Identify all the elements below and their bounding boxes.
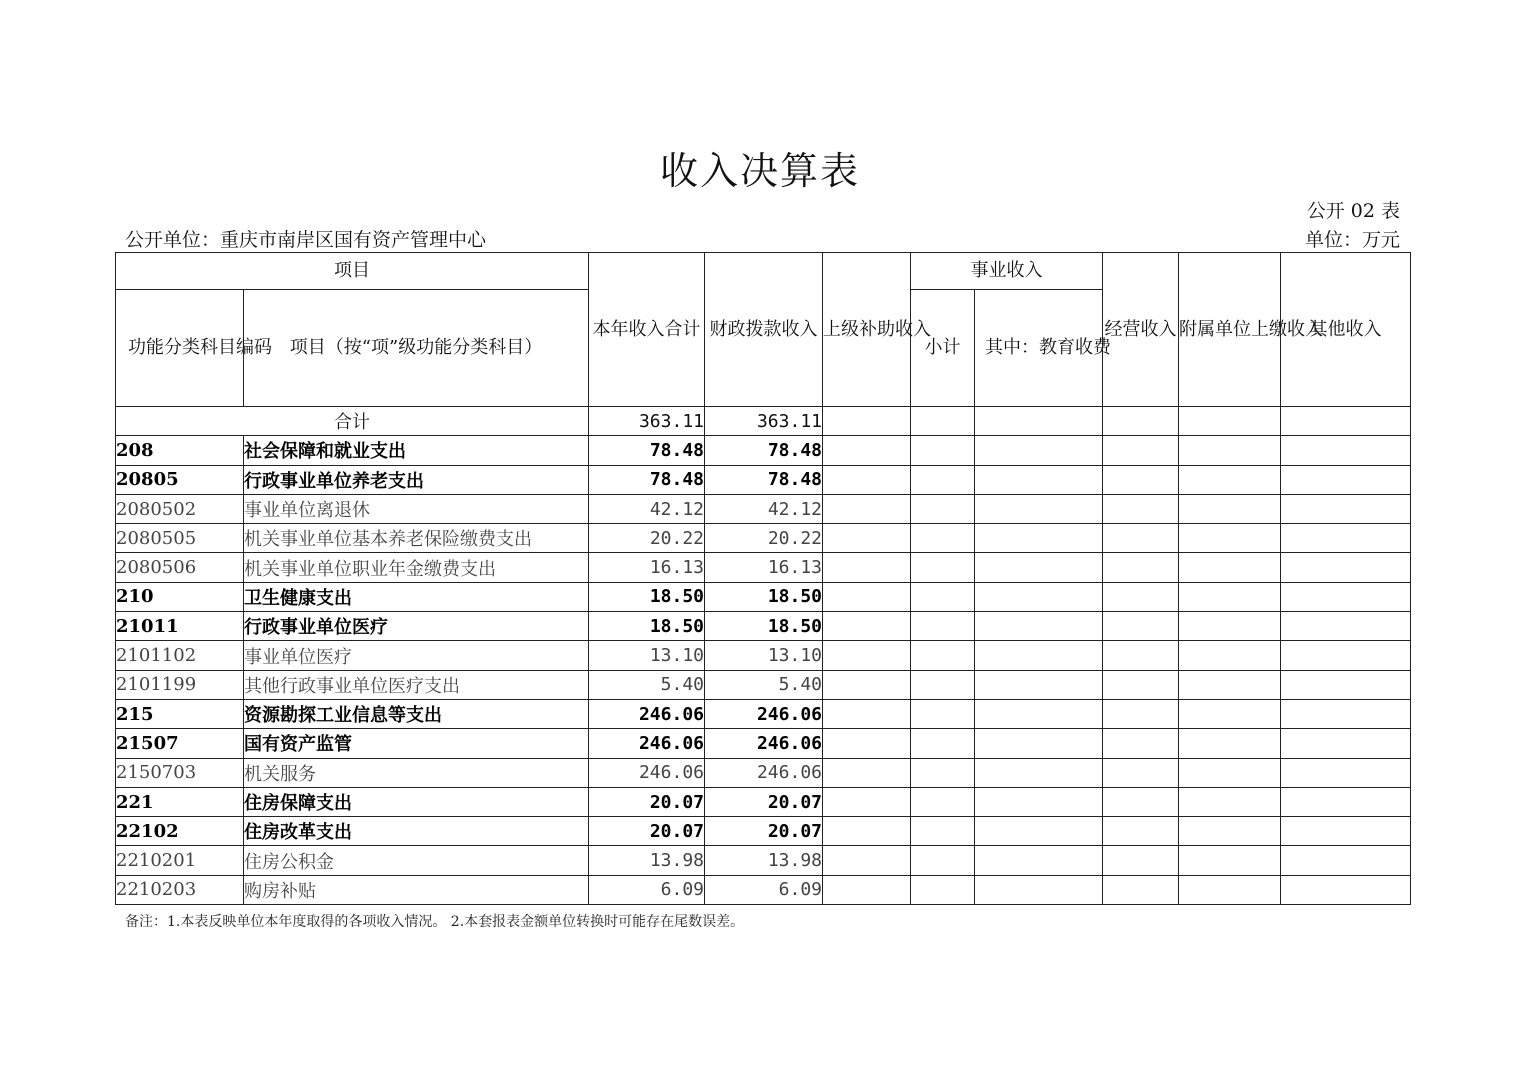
- empty-cell: [1103, 729, 1179, 758]
- empty-cell: [1103, 817, 1179, 846]
- empty-cell: [1281, 670, 1411, 699]
- empty-cell: [1179, 553, 1281, 582]
- empty-cell: [975, 787, 1103, 816]
- empty-cell: [1281, 875, 1411, 904]
- row-code: 2101199: [116, 670, 244, 699]
- table-row: [116, 699, 1411, 728]
- empty-cell: [1281, 846, 1411, 875]
- empty-cell: [823, 758, 911, 787]
- empty-cell: [911, 787, 975, 816]
- empty-cell: [1179, 846, 1281, 875]
- row-code: 2210201: [116, 846, 244, 875]
- empty-cell: [823, 612, 911, 641]
- row-code: 2080505: [116, 524, 244, 553]
- row-fiscal: 246.06: [705, 758, 823, 787]
- currency-unit: 单位：万元: [1304, 229, 1400, 251]
- empty-cell: [975, 582, 1103, 611]
- header-subtotal: 小计: [911, 290, 975, 407]
- header-operating: 经营收入: [1103, 253, 1179, 407]
- empty-cell: [975, 407, 1103, 436]
- row-total-income: 18.50: [589, 582, 705, 611]
- income-table: [115, 252, 1411, 905]
- empty-cell: [1281, 494, 1411, 523]
- empty-cell: [1281, 553, 1411, 582]
- empty-cell: [1103, 787, 1179, 816]
- header-affiliated: 附属单位上缴收入: [1179, 253, 1281, 407]
- empty-cell: [1179, 465, 1281, 494]
- header-project: 项目: [116, 253, 589, 290]
- empty-cell: [1179, 524, 1281, 553]
- empty-cell: [1281, 465, 1411, 494]
- empty-cell: [1179, 407, 1281, 436]
- row-code: 221: [116, 787, 244, 816]
- empty-cell: [1179, 494, 1281, 523]
- row-fiscal: 6.09: [705, 875, 823, 904]
- row-code: 2080502: [116, 494, 244, 523]
- row-fiscal: 18.50: [705, 612, 823, 641]
- row-fiscal: 20.07: [705, 787, 823, 816]
- empty-cell: [1281, 641, 1411, 670]
- empty-cell: [911, 465, 975, 494]
- row-code: 2210203: [116, 875, 244, 904]
- row-fiscal: 16.13: [705, 553, 823, 582]
- row-name: 国有资产监管: [244, 729, 589, 758]
- empty-cell: [823, 436, 911, 465]
- row-name: 社会保障和就业支出: [244, 436, 589, 465]
- empty-cell: [1103, 699, 1179, 728]
- row-total-income: 18.50: [589, 612, 705, 641]
- row-name: 事业单位医疗: [244, 641, 589, 670]
- empty-cell: [1281, 436, 1411, 465]
- row-total-income: 6.09: [589, 875, 705, 904]
- table-row: [116, 670, 1411, 699]
- row-code: 22102: [116, 817, 244, 846]
- empty-cell: [911, 524, 975, 553]
- empty-cell: [1179, 641, 1281, 670]
- form-number: 公开 02 表: [1306, 200, 1400, 222]
- empty-cell: [1103, 582, 1179, 611]
- row-fiscal: 78.48: [705, 436, 823, 465]
- empty-cell: [1103, 846, 1179, 875]
- total-row: [116, 407, 1411, 436]
- empty-cell: [911, 758, 975, 787]
- row-fiscal: 42.12: [705, 494, 823, 523]
- row-code: 20805: [116, 465, 244, 494]
- reporting-unit: 公开单位：重庆市南岸区国有资产管理中心: [125, 229, 487, 251]
- header-func-code: 功能分类科目编码: [116, 290, 244, 407]
- row-fiscal: 20.07: [705, 817, 823, 846]
- empty-cell: [1281, 524, 1411, 553]
- row-name: 机关服务: [244, 758, 589, 787]
- empty-cell: [975, 641, 1103, 670]
- row-total-income: 16.13: [589, 553, 705, 582]
- table-row: [116, 494, 1411, 523]
- empty-cell: [1103, 641, 1179, 670]
- row-total-income: 20.22: [589, 524, 705, 553]
- empty-cell: [911, 582, 975, 611]
- table-row: [116, 524, 1411, 553]
- row-code: 210: [116, 582, 244, 611]
- empty-cell: [975, 846, 1103, 875]
- empty-cell: [823, 494, 911, 523]
- empty-cell: [911, 612, 975, 641]
- table-row: [116, 875, 1411, 904]
- empty-cell: [1179, 875, 1281, 904]
- row-fiscal: 13.10: [705, 641, 823, 670]
- empty-cell: [1103, 494, 1179, 523]
- row-name: 购房补贴: [244, 875, 589, 904]
- table-row: [116, 846, 1411, 875]
- empty-cell: [975, 875, 1103, 904]
- row-total-income: 20.07: [589, 787, 705, 816]
- empty-cell: [911, 875, 975, 904]
- total-income-value: 363.11: [589, 407, 705, 436]
- table-row: [116, 436, 1411, 465]
- empty-cell: [823, 787, 911, 816]
- empty-cell: [1179, 670, 1281, 699]
- row-code: 21507: [116, 729, 244, 758]
- empty-cell: [823, 729, 911, 758]
- row-total-income: 246.06: [589, 729, 705, 758]
- row-code: 208: [116, 436, 244, 465]
- total-label: 合计: [116, 407, 589, 436]
- row-name: 机关事业单位基本养老保险缴费支出: [244, 524, 589, 553]
- empty-cell: [1281, 817, 1411, 846]
- empty-cell: [911, 817, 975, 846]
- header-superior: 上级补助收入: [823, 253, 911, 407]
- total-fiscal-value: 363.11: [705, 407, 823, 436]
- table-row: [116, 758, 1411, 787]
- row-code: 2080506: [116, 553, 244, 582]
- empty-cell: [975, 758, 1103, 787]
- row-fiscal: 246.06: [705, 699, 823, 728]
- header-business-group: 事业收入: [911, 253, 1103, 290]
- row-name: 行政事业单位医疗: [244, 612, 589, 641]
- empty-cell: [1179, 787, 1281, 816]
- empty-cell: [975, 524, 1103, 553]
- row-total-income: 20.07: [589, 817, 705, 846]
- empty-cell: [975, 817, 1103, 846]
- empty-cell: [911, 846, 975, 875]
- empty-cell: [1281, 612, 1411, 641]
- empty-cell: [1179, 612, 1281, 641]
- row-total-income: 5.40: [589, 670, 705, 699]
- empty-cell: [823, 524, 911, 553]
- row-name: 机关事业单位职业年金缴费支出: [244, 553, 589, 582]
- header-other: 其他收入: [1281, 253, 1411, 407]
- row-name: 住房公积金: [244, 846, 589, 875]
- empty-cell: [823, 670, 911, 699]
- row-code: 21011: [116, 612, 244, 641]
- row-code: 2150703: [116, 758, 244, 787]
- row-name: 卫生健康支出: [244, 582, 589, 611]
- row-fiscal: 5.40: [705, 670, 823, 699]
- empty-cell: [1179, 817, 1281, 846]
- row-code: 215: [116, 699, 244, 728]
- empty-cell: [1179, 758, 1281, 787]
- row-total-income: 13.10: [589, 641, 705, 670]
- empty-cell: [911, 641, 975, 670]
- empty-cell: [1103, 612, 1179, 641]
- empty-cell: [823, 465, 911, 494]
- row-fiscal: 20.22: [705, 524, 823, 553]
- empty-cell: [911, 670, 975, 699]
- empty-cell: [1281, 699, 1411, 728]
- empty-cell: [1103, 436, 1179, 465]
- empty-cell: [1179, 699, 1281, 728]
- row-name: 其他行政事业单位医疗支出: [244, 670, 589, 699]
- empty-cell: [1103, 758, 1179, 787]
- table-row: [116, 787, 1411, 816]
- empty-cell: [911, 494, 975, 523]
- table-row: [116, 729, 1411, 758]
- empty-cell: [911, 407, 975, 436]
- empty-cell: [1281, 758, 1411, 787]
- row-total-income: 78.48: [589, 436, 705, 465]
- row-total-income: 246.06: [589, 758, 705, 787]
- empty-cell: [1281, 787, 1411, 816]
- row-fiscal: 13.98: [705, 846, 823, 875]
- empty-cell: [1281, 407, 1411, 436]
- header-item-name: 项目（按“项”级功能分类科目）: [244, 290, 589, 407]
- empty-cell: [975, 553, 1103, 582]
- empty-cell: [1103, 465, 1179, 494]
- row-total-income: 246.06: [589, 699, 705, 728]
- row-total-income: 42.12: [589, 494, 705, 523]
- empty-cell: [823, 875, 911, 904]
- row-total-income: 13.98: [589, 846, 705, 875]
- empty-cell: [911, 436, 975, 465]
- empty-cell: [1179, 582, 1281, 611]
- empty-cell: [975, 699, 1103, 728]
- empty-cell: [823, 641, 911, 670]
- row-fiscal: 18.50: [705, 582, 823, 611]
- empty-cell: [1103, 524, 1179, 553]
- empty-cell: [1281, 729, 1411, 758]
- row-fiscal: 246.06: [705, 729, 823, 758]
- empty-cell: [1103, 407, 1179, 436]
- row-name: 行政事业单位养老支出: [244, 465, 589, 494]
- empty-cell: [975, 670, 1103, 699]
- empty-cell: [1179, 436, 1281, 465]
- footnote: 备注：1.本表反映单位本年度取得的各项收入情况。 2.本套报表金额单位转换时可能存在尾数误差。: [125, 914, 745, 930]
- row-total-income: 78.48: [589, 465, 705, 494]
- empty-cell: [975, 465, 1103, 494]
- empty-cell: [823, 407, 911, 436]
- empty-cell: [1179, 729, 1281, 758]
- row-name: 住房保障支出: [244, 787, 589, 816]
- empty-cell: [975, 436, 1103, 465]
- header-total-income: 本年收入合计: [589, 253, 705, 407]
- empty-cell: [1103, 553, 1179, 582]
- header-education: 其中：教育收费: [975, 290, 1103, 407]
- row-code: 2101102: [116, 641, 244, 670]
- table-row: [116, 465, 1411, 494]
- table-row: [116, 582, 1411, 611]
- empty-cell: [1103, 875, 1179, 904]
- table-row: [116, 641, 1411, 670]
- empty-cell: [975, 729, 1103, 758]
- empty-cell: [823, 699, 911, 728]
- empty-cell: [911, 729, 975, 758]
- empty-cell: [823, 582, 911, 611]
- header-fiscal: 财政拨款收入: [705, 253, 823, 407]
- empty-cell: [823, 553, 911, 582]
- empty-cell: [823, 817, 911, 846]
- row-name: 资源勘探工业信息等支出: [244, 699, 589, 728]
- empty-cell: [911, 699, 975, 728]
- empty-cell: [975, 612, 1103, 641]
- table-row: [116, 817, 1411, 846]
- row-name: 住房改革支出: [244, 817, 589, 846]
- row-name: 事业单位离退休: [244, 494, 589, 523]
- empty-cell: [975, 494, 1103, 523]
- empty-cell: [911, 553, 975, 582]
- table-row: [116, 612, 1411, 641]
- empty-cell: [1281, 582, 1411, 611]
- empty-cell: [1103, 670, 1179, 699]
- row-fiscal: 78.48: [705, 465, 823, 494]
- empty-cell: [823, 846, 911, 875]
- page-title: 收入决算表: [659, 149, 860, 193]
- table-row: [116, 553, 1411, 582]
